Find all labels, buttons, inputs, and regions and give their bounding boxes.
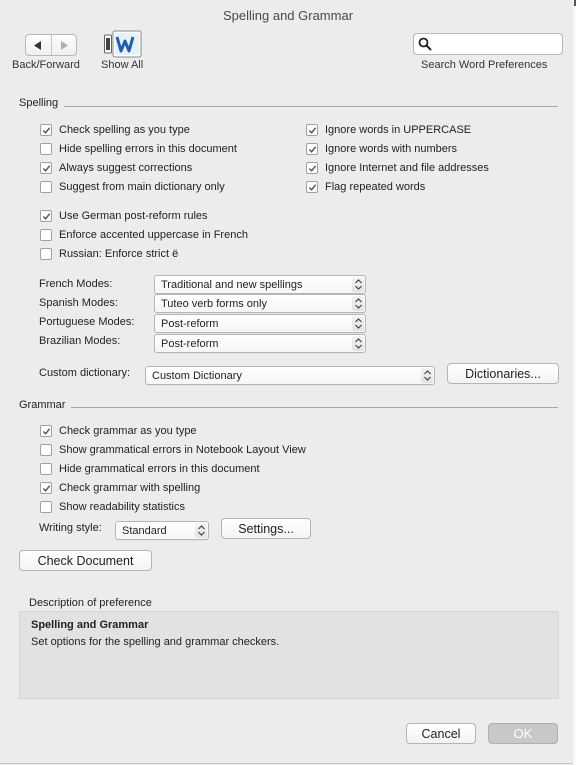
option-label: Check grammar with spelling [59, 482, 201, 494]
popup-value: Standard [122, 524, 167, 537]
spelling-section-title: Spelling [19, 97, 59, 109]
french-modes-popup[interactable] [154, 275, 366, 294]
spelling-right-option[interactable] [306, 122, 471, 138]
grammar-option[interactable] [40, 480, 200, 496]
description-section-title: Description of preference [29, 597, 152, 609]
spanish-modes-label: Spanish Modes: [39, 297, 118, 309]
popup-value: Tuteo verb forms only [161, 297, 267, 310]
popup-value: Post-reform [161, 317, 219, 330]
spelling-right-option[interactable] [306, 179, 425, 195]
checkbox[interactable] [40, 463, 52, 475]
description-box [19, 611, 559, 699]
custom-dictionary-label: Custom dictionary: [39, 367, 131, 379]
checkbox[interactable] [306, 143, 318, 155]
option-label: Always suggest corrections [59, 162, 193, 174]
checkbox[interactable] [40, 501, 52, 513]
option-label: Ignore words with numbers [325, 143, 458, 155]
spelling-divider [64, 106, 558, 107]
grammar-option[interactable] [40, 461, 260, 477]
checkbox[interactable] [40, 248, 52, 260]
checkbox[interactable] [40, 444, 52, 456]
back-forward-label: Back/Forward [12, 59, 80, 71]
writing-style-popup[interactable] [115, 521, 209, 540]
description-text: Set options for the spelling and grammar checkers. [31, 636, 280, 648]
spelling-left-option[interactable] [40, 122, 190, 138]
option-label: Ignore Internet and file addresses [325, 162, 489, 174]
back-forward-control [25, 34, 77, 56]
spanish-modes-popup[interactable] [154, 294, 366, 313]
checkbox[interactable] [40, 482, 52, 494]
checkbox[interactable] [40, 124, 52, 136]
stepper-arrows-icon [352, 316, 364, 331]
checkbox[interactable] [40, 143, 52, 155]
grammar-option[interactable] [40, 423, 197, 439]
forward-button[interactable] [51, 35, 77, 55]
checkbox[interactable] [306, 124, 318, 136]
checkbox[interactable] [306, 162, 318, 174]
option-label: Hide spelling errors in this document [59, 143, 237, 155]
option-label: Use German post-reform rules [59, 210, 208, 222]
option-label: Ignore words in UPPERCASE [325, 124, 472, 136]
popup-value: Post-reform [161, 337, 219, 350]
custom-dictionary-popup[interactable] [145, 366, 435, 385]
option-label: Enforce accented uppercase in French [59, 229, 248, 241]
grammar-option[interactable] [40, 499, 185, 515]
option-label: Show grammatical errors in Notebook Layout View [59, 444, 306, 456]
spelling-left-option[interactable] [40, 160, 192, 176]
popup-value: Traditional and new spellings [161, 278, 303, 291]
stepper-arrows-icon [352, 296, 364, 311]
back-arrow-icon [34, 41, 42, 50]
checkbox[interactable] [40, 162, 52, 174]
option-label: Check spelling as you type [59, 124, 190, 136]
french-modes-label: French Modes: [39, 278, 113, 290]
grammar-divider [71, 407, 558, 408]
language-option[interactable] [40, 246, 178, 262]
portuguese-modes-popup[interactable] [154, 314, 366, 333]
stepper-arrows-icon [195, 523, 207, 538]
show-all-label: Show All [101, 59, 144, 71]
spelling-left-option[interactable] [40, 179, 225, 195]
forward-arrow-icon [60, 41, 68, 50]
spelling-right-option[interactable] [306, 141, 457, 157]
option-label: Hide grammatical errors in this document [59, 463, 260, 475]
dictionaries-button[interactable]: Dictionaries... [447, 363, 559, 384]
window-title: Spelling and Grammar [222, 8, 354, 23]
search-field[interactable] [413, 33, 563, 55]
brazilian-modes-label: Brazilian Modes: [39, 335, 121, 347]
stepper-arrows-icon [352, 277, 364, 292]
brazilian-modes-popup[interactable] [154, 334, 366, 353]
settings-button[interactable]: Settings... [221, 518, 311, 539]
grammar-section-title: Grammar [19, 399, 66, 411]
language-option[interactable] [40, 208, 208, 224]
search-icon [418, 37, 432, 51]
checkbox[interactable] [40, 181, 52, 193]
stepper-arrows-icon [421, 368, 433, 383]
stepper-arrows-icon [352, 336, 364, 351]
search-label: Search Word Preferences [421, 59, 548, 71]
spelling-right-option[interactable] [306, 160, 489, 176]
option-label: Flag repeated words [325, 181, 426, 193]
cancel-button[interactable]: Cancel [406, 723, 476, 744]
checkbox[interactable] [40, 210, 52, 222]
ok-button[interactable]: OK [488, 723, 558, 744]
grammar-option[interactable] [40, 442, 306, 458]
popup-value: Custom Dictionary [152, 369, 242, 382]
checkbox[interactable] [306, 181, 318, 193]
writing-style-label: Writing style: [39, 522, 102, 534]
description-heading: Spelling and Grammar [31, 619, 149, 631]
language-option[interactable] [40, 227, 248, 243]
option-label: Check grammar as you type [59, 425, 197, 437]
option-label: Russian: Enforce strict ё [59, 248, 179, 260]
option-label: Suggest from main dictionary only [59, 181, 225, 193]
checkbox[interactable] [40, 425, 52, 437]
check-document-button[interactable]: Check Document [19, 550, 152, 571]
checkbox[interactable] [40, 229, 52, 241]
portuguese-modes-label: Portuguese Modes: [39, 316, 135, 328]
back-button[interactable] [26, 35, 51, 55]
show-all-icon[interactable] [104, 30, 142, 58]
option-label: Show readability statistics [59, 501, 185, 513]
spelling-left-option[interactable] [40, 141, 237, 157]
